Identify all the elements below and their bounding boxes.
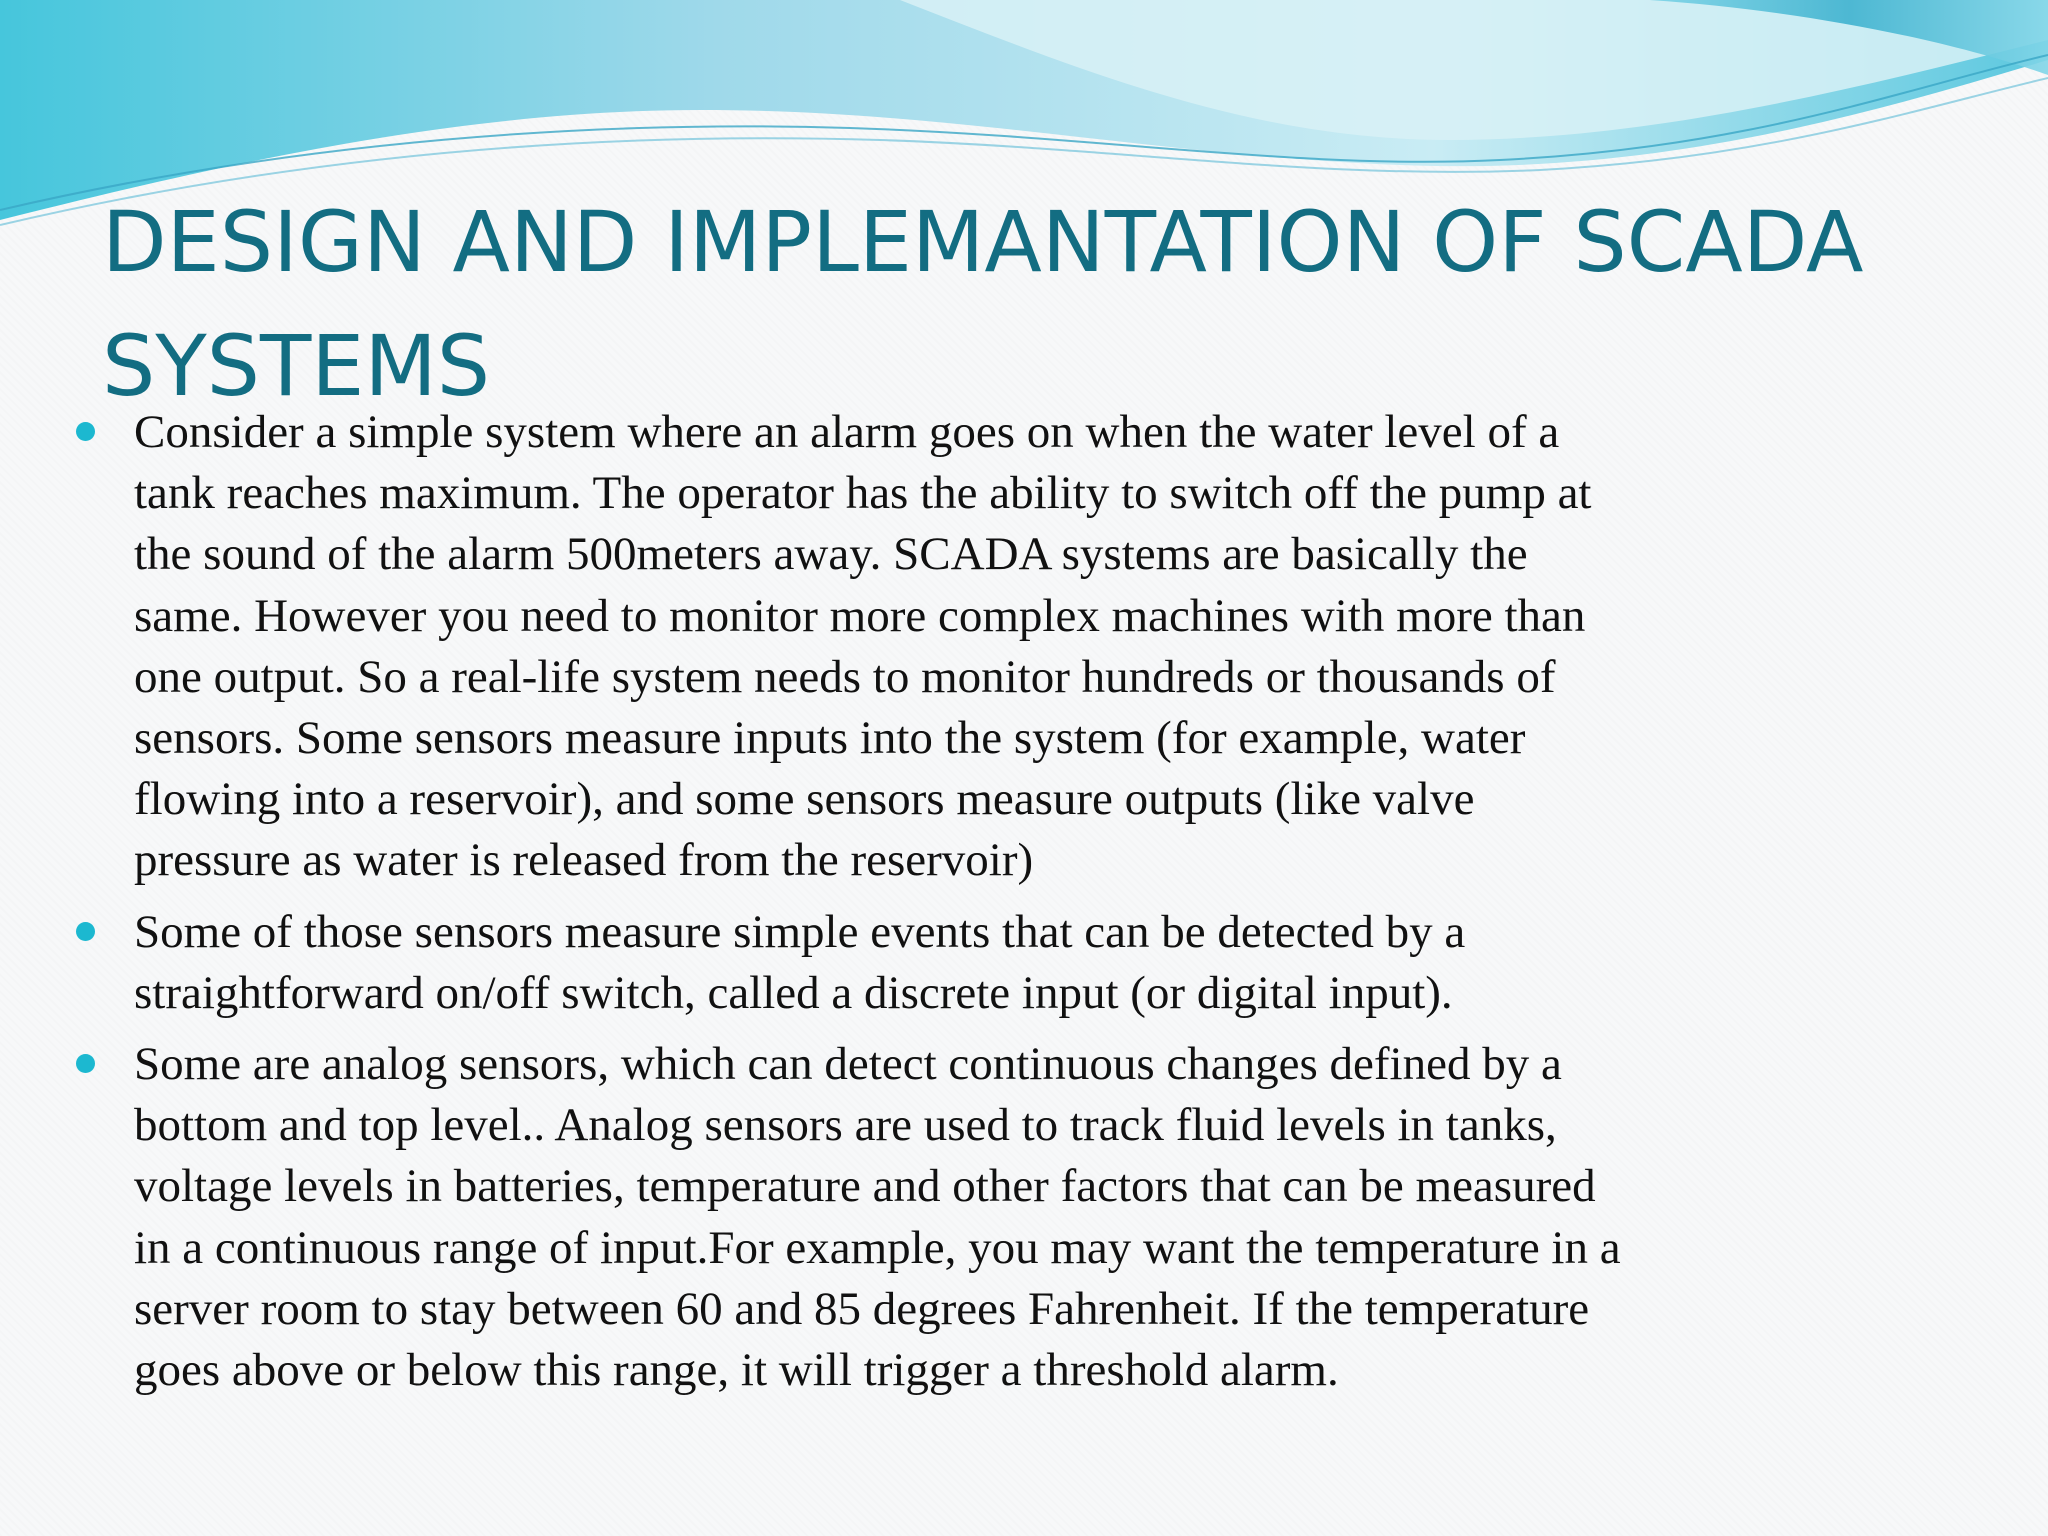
bullet-text-line: pressure as water is released from the reservoir)	[134, 834, 1034, 887]
bullet-text-line: Some of those sensors measure simple events that can be detected by a	[134, 905, 1466, 958]
bullet-text	[134, 1034, 1948, 1401]
bullet-text-line: voltage levels in batteries, temperature and other factors that can be measured	[134, 1160, 1596, 1213]
bullet-text-line: bottom and top level.. Analog sensors are used to track fluid levels in tanks,	[134, 1099, 1557, 1152]
bullet-text-line: Some are analog sensors, which can detect continuous changes defined by a	[134, 1038, 1562, 1091]
bullet-text-line: one output. So a real-life system needs to monitor hundreds or thousands of	[134, 650, 1556, 703]
bullet-text-line: tank reaches maximum. The operator has the ability to switch off the pump at	[134, 467, 1592, 520]
bullet-item	[0, 402, 2048, 892]
bullet-text-line: sensors. Some sensors measure inputs into the system (for example, water	[134, 712, 1526, 765]
slide-title-line: SYSTEMS	[102, 317, 491, 415]
slide-title	[102, 180, 1962, 428]
bullet-list	[0, 402, 2048, 1411]
bullet-text-line: in a continuous range of input.For example, you may want the temperature in a	[134, 1221, 1621, 1274]
bullet-text-line: flowing into a reservoir), and some sensors measure outputs (like valve	[134, 773, 1475, 826]
bullet-dot-icon	[76, 422, 95, 441]
bullet-dot-icon	[76, 922, 95, 941]
bullet-dot-icon	[76, 1054, 95, 1073]
bullet-text-line: same. However you need to monitor more complex machines with more than	[134, 589, 1586, 642]
bullet-text-line: Consider a simple system where an alarm goes on when the water level of a	[134, 406, 1560, 458]
bullet-item	[0, 1034, 2048, 1401]
bullet-text	[134, 902, 1948, 1024]
bullet-text-line: straightforward on/off switch, called a discrete input (or digital input).	[134, 966, 1453, 1019]
slide-title-line: DESIGN AND IMPLEMANTATION OF SCADA	[102, 193, 1864, 291]
bullet-text-line: the sound of the alarm 500meters away. SCADA systems are basically the	[134, 528, 1528, 581]
bullet-text-line: server room to stay between 60 and 85 degrees Fahrenheit. If the temperature	[134, 1282, 1590, 1335]
bullet-text-line: goes above or below this range, it will trigger a threshold alarm.	[134, 1344, 1339, 1397]
bullet-item	[0, 902, 2048, 1024]
bullet-text	[134, 402, 1948, 892]
